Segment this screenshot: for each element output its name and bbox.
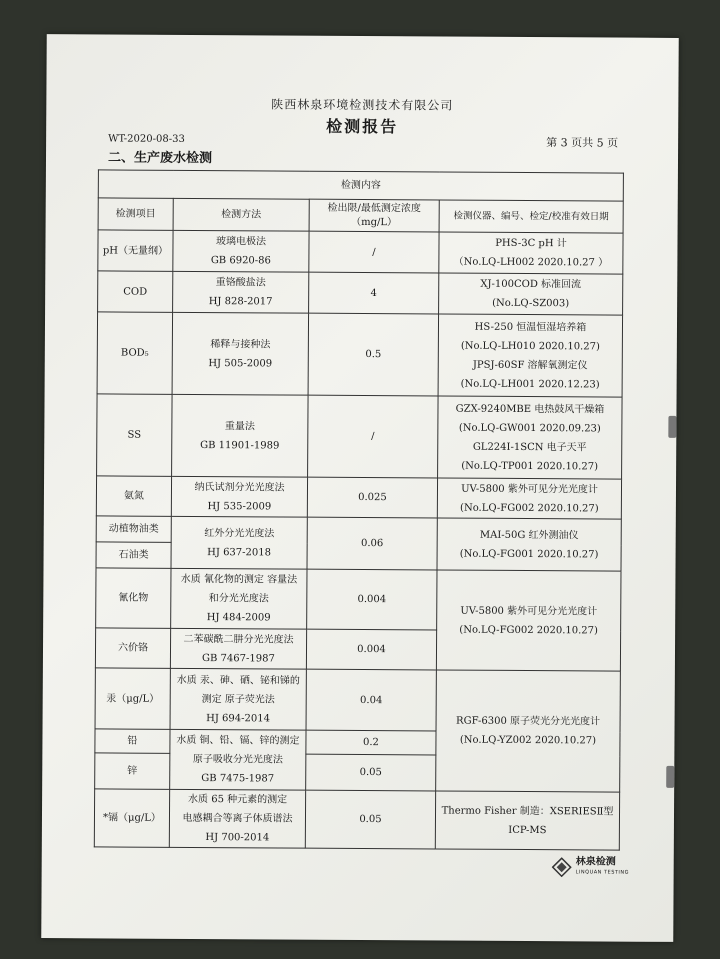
item-cell: BOD₅ xyxy=(97,312,172,394)
method-cell xyxy=(171,568,307,629)
method-line: 二苯碳酰二肼分光光度法 xyxy=(183,633,294,646)
document-number: WT-2020-08-33 xyxy=(108,133,185,145)
item-cell: 汞（μg/L） xyxy=(95,668,170,729)
instrument-line: GL224I-1SCN 电子天平 xyxy=(472,441,587,453)
instrument-cell xyxy=(435,791,619,850)
instrument-cell xyxy=(436,670,621,792)
instrument-cell xyxy=(437,518,621,571)
instrument-line: Thermo Fisher 制造：XSERIESⅡ型 xyxy=(441,805,614,818)
table-row-ph xyxy=(98,230,623,274)
instrument-line: (No.LQ-TP001 2020.10.27) xyxy=(461,460,599,472)
method-line: 重铬酸盐法 xyxy=(215,277,266,289)
instrument-line: UV-5800 紫外可见分光光度计 xyxy=(461,483,598,495)
method-cell xyxy=(170,628,306,669)
instrument-line: RGF-6300 原子荧光分光光度计 xyxy=(456,715,601,728)
report-page xyxy=(41,34,679,942)
table-group-header xyxy=(98,170,623,201)
binder-clip xyxy=(668,416,676,438)
instrument-line: JPSJ-60SF 溶解氧测定仪 xyxy=(472,359,588,371)
logo-mark-icon xyxy=(552,857,572,877)
group-header-cell: 检测内容 xyxy=(98,170,623,201)
method-line: 水质 氰化物的测定 容量法 xyxy=(180,573,298,586)
item-cell: 锌 xyxy=(95,753,170,789)
item-cell: 石油类 xyxy=(96,542,171,568)
method-line: HJ 637-2018 xyxy=(207,546,272,558)
section-title: 二、生产废水检测 xyxy=(107,150,213,167)
table-row-cadmium xyxy=(94,789,619,850)
column-header-method: 检测方法 xyxy=(173,198,309,231)
item-cell: *镉（μg/L） xyxy=(94,789,169,847)
instrument-cell xyxy=(439,232,623,274)
method-line: 和分光光度法 xyxy=(208,593,269,605)
limit-cell: / xyxy=(309,231,439,273)
method-cell xyxy=(170,668,306,730)
item-cell: pH（无量纲） xyxy=(98,230,173,271)
method-line: 原子吸收分光光度法 xyxy=(192,753,283,766)
page-number: 第 3 页共 5 页 xyxy=(546,136,619,150)
item-cell: COD xyxy=(98,271,173,312)
item-cell: 铅 xyxy=(95,729,170,753)
method-line: GB 7475-1987 xyxy=(201,773,275,785)
method-cell xyxy=(173,271,309,313)
limit-cell: 0.05 xyxy=(306,754,436,791)
table-row-oil-a xyxy=(96,516,621,545)
company-name: 陕西林泉环境检测技术有限公司 xyxy=(271,97,454,113)
limit-cell: / xyxy=(308,395,438,478)
method-cell xyxy=(171,476,307,517)
method-cell xyxy=(169,789,305,848)
item-cell: 六价铬 xyxy=(95,628,170,668)
method-cell xyxy=(172,394,308,477)
method-line: HJ 484-2009 xyxy=(206,612,271,624)
item-cell: 动植物油类 xyxy=(96,516,171,542)
method-line: 稀释与接种法 xyxy=(210,338,271,350)
instrument-cell xyxy=(438,396,622,479)
limit-cell: 4 xyxy=(309,272,439,314)
binder-clip xyxy=(666,766,674,788)
method-line: GB 11901-1989 xyxy=(200,439,280,452)
limit-cell: 0.05 xyxy=(305,790,435,849)
method-line: 水质 铜、铅、镉、锌的测定 xyxy=(176,734,300,747)
table-row-ss xyxy=(97,394,622,479)
table-row-cyanide xyxy=(96,568,621,631)
instrument-line: (No.LQ-FG002 2020.10.27) xyxy=(460,502,599,514)
method-cell xyxy=(171,516,307,569)
method-line: GB 6920-86 xyxy=(210,255,271,267)
instrument-cell xyxy=(436,570,621,671)
limit-cell: 0.004 xyxy=(306,629,436,670)
instrument-line: (No.LQ-GW001 2020.09.23) xyxy=(458,422,601,434)
instrument-line: (No.LQ-FG002 2020.10.27) xyxy=(459,624,598,636)
limit-cell: 0.025 xyxy=(307,477,437,518)
table-row-cod xyxy=(98,271,623,315)
limit-cell: 0.5 xyxy=(308,313,438,396)
column-header-limit xyxy=(309,199,439,232)
instrument-line: MAI-50G 红外测油仪 xyxy=(479,529,579,541)
instrument-line: (No.LQ-LH010 2020.10.27) xyxy=(460,340,600,352)
instrument-line: HS-250 恒温恒湿培养箱 xyxy=(474,321,587,333)
method-line: HJ 535-2009 xyxy=(207,500,272,512)
method-line: 玻璃电极法 xyxy=(215,236,267,248)
table-row-nh3 xyxy=(96,476,621,519)
logo-subtitle: LINQUAN TESTING xyxy=(575,869,630,876)
limit-cell: 0.04 xyxy=(306,669,436,731)
logo-name: 林泉检测 xyxy=(575,856,616,868)
test-content-table xyxy=(94,169,624,850)
method-line: GB 7467-1987 xyxy=(202,652,275,664)
column-header-limit-line: 检出限/最低测定浓度 xyxy=(327,202,421,214)
method-line: 重量法 xyxy=(224,420,255,432)
method-line: HJ 700-2014 xyxy=(205,832,270,844)
method-line: HJ 828-2017 xyxy=(208,296,273,308)
table-column-header xyxy=(98,198,623,233)
company-logo xyxy=(552,857,630,877)
item-cell: 氰化物 xyxy=(96,568,171,628)
method-cell xyxy=(170,729,306,790)
method-cell xyxy=(172,312,308,395)
method-line: 测定 原子荧光法 xyxy=(201,693,275,705)
instrument-cell xyxy=(437,478,621,519)
instrument-cell xyxy=(439,273,623,315)
instrument-line: (No.LQ-FG001 2020.10.27) xyxy=(459,548,599,560)
limit-cell: 0.004 xyxy=(307,569,437,630)
method-line: 水质 65 种元素的测定 xyxy=(188,793,288,806)
column-header-instrument: 检测仪器、编号、检定/校准有效日期 xyxy=(439,200,623,233)
instrument-line: (No.LQ-SZ003) xyxy=(492,297,570,310)
method-line: 电感耦合等离子体质谱法 xyxy=(182,812,293,825)
instrument-line: PHS-3C pH 计 xyxy=(495,237,567,250)
instrument-line: （No.LQ-LH002 2020.10.27 ） xyxy=(453,256,609,269)
instrument-line: XJ-100COD 标准回流 xyxy=(480,278,582,291)
limit-cell: 0.2 xyxy=(306,730,436,755)
column-header-limit-unit: （mg/L） xyxy=(351,216,398,228)
column-header-item: 检测项目 xyxy=(98,198,173,230)
item-cell: SS xyxy=(97,394,172,476)
limit-cell: 0.06 xyxy=(307,517,437,570)
table-row-bod xyxy=(97,312,622,397)
method-line: HJ 694-2014 xyxy=(206,712,271,724)
instrument-line: GZX-9240MBE 电热鼓风干燥箱 xyxy=(455,403,605,415)
instrument-line: (No.LQ-LH001 2020.12.23) xyxy=(460,378,600,390)
item-cell: 氨氮 xyxy=(96,476,171,516)
table-row-mercury xyxy=(95,668,620,732)
instrument-line: ICP-MS xyxy=(508,824,547,836)
method-cell xyxy=(173,230,309,272)
instrument-line: (No.LQ-YZ002 2020.10.27) xyxy=(459,734,597,747)
instrument-line: UV-5800 紫外可见分光光度计 xyxy=(460,605,598,617)
instrument-cell xyxy=(438,314,622,397)
method-line: HJ 505-2009 xyxy=(208,357,273,369)
method-line: 红外分光光度法 xyxy=(204,527,275,539)
report-title: 检测报告 xyxy=(326,116,399,137)
method-line: 水质 汞、砷、硒、铋和锑的 xyxy=(176,674,300,687)
method-line: 纳氏试剂分光光度法 xyxy=(194,481,285,494)
